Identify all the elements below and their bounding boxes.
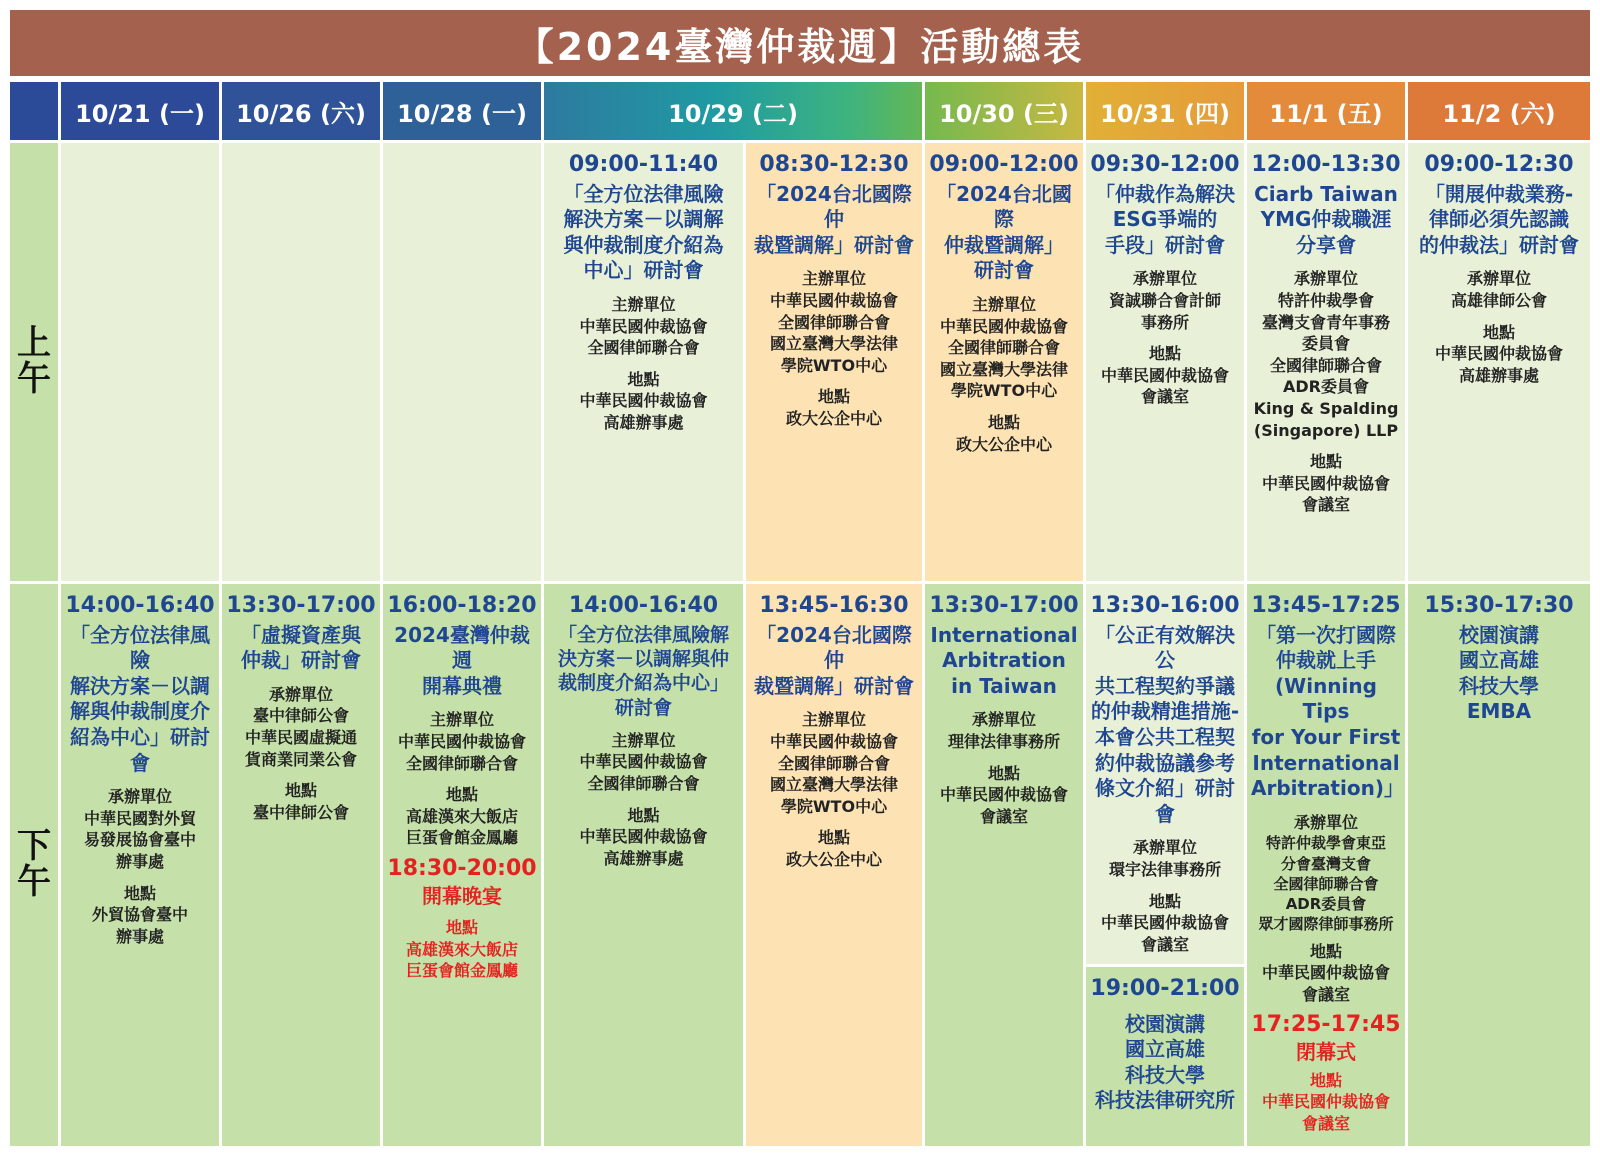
org-value: 環宇法律事務所 bbox=[1108, 859, 1221, 879]
loc-value-2: 中華民國仲裁協會 會議室 bbox=[1261, 1092, 1390, 1133]
event-time: 09:30-12:00 bbox=[1090, 152, 1240, 177]
org-value: 特許仲裁學會 臺灣支會青年事務 委員會 全國律師聯合會 ADR委員會 King & Spalding (Singapore) LLP bbox=[1253, 290, 1399, 440]
date-header-1029: 10/29 (二) bbox=[544, 82, 922, 140]
event-time: 13:30-17:00 bbox=[226, 593, 376, 618]
org-value: 中華民國仲裁協會 全國律師聯合會 國立臺灣大學法律 學院WTO中心 bbox=[939, 316, 1068, 401]
loc-value: 中華民國仲裁協會 會議室 bbox=[1261, 963, 1390, 1004]
event-name-2: 閉幕式 bbox=[1296, 1039, 1356, 1064]
event-time: 08:30-12:30 bbox=[759, 152, 909, 177]
pm-event-1031a bbox=[1086, 584, 1244, 964]
event-name: International Arbitration in Taiwan bbox=[930, 622, 1078, 698]
period-label-pm: 下 午 bbox=[10, 584, 58, 1146]
org-label: 承辦單位 bbox=[1132, 838, 1197, 858]
period-label-am: 上 午 bbox=[10, 143, 58, 581]
event-name: Ciarb Taiwan YMG仲裁職涯 分享會 bbox=[1254, 181, 1398, 257]
org-value: 資誠聯合會計師 事務所 bbox=[1108, 290, 1221, 332]
event-name: 「開展仲裁業務- 律師必須先認識 的仲裁法」研討會 bbox=[1419, 181, 1579, 257]
pm-event-1030 bbox=[925, 584, 1083, 1146]
loc-label: 地點 bbox=[1309, 452, 1342, 472]
am-event-1029a bbox=[544, 143, 743, 581]
org-label: 承辦單位 bbox=[268, 684, 333, 704]
loc-value: 中華民國仲裁協會 高雄辦事處 bbox=[579, 827, 708, 868]
org-label: 承辦單位 bbox=[107, 787, 172, 807]
org-value: 中華民國仲裁協會 全國律師聯合會 bbox=[397, 731, 526, 773]
loc-label-2: 地點 bbox=[445, 918, 478, 938]
org-label: 主辦單位 bbox=[971, 294, 1036, 314]
loc-value: 政大公企中心 bbox=[785, 849, 882, 869]
event-name: 「虛擬資產與 仲裁」研討會 bbox=[241, 622, 361, 673]
pm-event-1021 bbox=[61, 584, 219, 1146]
am-empty-1021 bbox=[61, 143, 219, 581]
org-value: 理律法律事務所 bbox=[947, 731, 1060, 751]
org-value: 中華民國仲裁協會 全國律師聯合會 國立臺灣大學法律 學院WTO中心 bbox=[769, 731, 898, 816]
date-header-1101: 11/1 (五) bbox=[1247, 82, 1405, 140]
event-name: 「第一次打國際 仲裁就上手 (Winning Tips for Your First International Arbitration)」 bbox=[1251, 622, 1404, 801]
event-time-2: 18:30-20:00 bbox=[387, 855, 537, 881]
event-name: 「仲裁作為解決 ESG爭端的 手段」研討會 bbox=[1095, 181, 1235, 257]
loc-value: 臺中律師公會 bbox=[252, 802, 349, 822]
loc-value-2: 高雄漢來大飯店 巨蛋會館金鳳廳 bbox=[405, 939, 518, 981]
event-time: 13:45-17:25 bbox=[1251, 593, 1401, 618]
event-time-2: 17:25-17:45 bbox=[1251, 1012, 1401, 1038]
loc-value: 中華民國仲裁協會 會議室 bbox=[1100, 913, 1229, 954]
event-time: 09:00-12:00 bbox=[929, 152, 1079, 177]
event-time: 13:30-17:00 bbox=[929, 593, 1079, 618]
event-name: 「公正有效解決公 共工程契約爭議 的仲裁精進措施- 本會公共工程契 約仲裁協議參考 條文介紹」研討會 bbox=[1090, 622, 1240, 826]
event-name: 2024臺灣仲裁週 開幕典禮 bbox=[394, 622, 530, 698]
pm-event-1026 bbox=[222, 584, 380, 1146]
am-empty-1026 bbox=[222, 143, 380, 581]
event-time: 14:00-16:40 bbox=[568, 593, 719, 618]
date-header-1030: 10/30 (三) bbox=[925, 82, 1083, 140]
event-name: 「2024台北國際仲 裁暨調解」研討會 bbox=[754, 622, 914, 698]
pm-event-1101 bbox=[1247, 584, 1405, 1146]
event-time: 09:00-12:30 bbox=[1424, 152, 1574, 177]
loc-value: 高雄漢來大飯店 巨蛋會館金鳳廳 bbox=[405, 806, 518, 848]
event-name: 「2024台北國際 仲裁暨調解」 研討會 bbox=[936, 181, 1072, 283]
date-header-1021: 10/21 (一) bbox=[61, 82, 219, 140]
org-label: 主辦單位 bbox=[611, 294, 676, 314]
am-empty-1028 bbox=[383, 143, 541, 581]
am-event-1031 bbox=[1086, 143, 1244, 581]
am-event-1101 bbox=[1247, 143, 1405, 581]
pm-event-1028 bbox=[383, 584, 541, 1146]
loc-value: 政大公企中心 bbox=[785, 408, 882, 428]
event-name: 「2024台北國際仲 裁暨調解」研討會 bbox=[754, 181, 914, 257]
event-name: 校園演講 國立高雄 科技大學 EMBA bbox=[1459, 622, 1539, 724]
loc-value: 中華民國仲裁協會 會議室 bbox=[939, 785, 1068, 826]
org-label: 承辦單位 bbox=[971, 710, 1036, 730]
event-name: 校園演講 國立高雄 科技大學 科技法律研究所 bbox=[1095, 1011, 1235, 1113]
header-corner bbox=[10, 82, 58, 140]
loc-value: 外貿協會臺中 辦事處 bbox=[91, 905, 188, 946]
loc-label: 地點 bbox=[627, 805, 660, 825]
loc-label: 地點 bbox=[123, 883, 156, 903]
date-header-1102: 11/2 (六) bbox=[1408, 82, 1590, 140]
org-value: 中華民國仲裁協會 全國律師聯合會 國立臺灣大學法律 學院WTO中心 bbox=[769, 290, 898, 375]
loc-value: 中華民國仲裁協會 會議室 bbox=[1261, 473, 1390, 515]
pm-event-1031b bbox=[1086, 967, 1244, 1146]
event-time: 15:30-17:30 bbox=[1424, 593, 1574, 618]
event-name: 「全方位法律風險 解決方案－以調 解與仲裁制度介 紹為中心」研討會 bbox=[70, 622, 210, 775]
loc-label: 地點 bbox=[1482, 322, 1515, 342]
loc-value: 中華民國仲裁協會 高雄辦事處 bbox=[579, 391, 708, 432]
loc-label: 地點 bbox=[445, 785, 478, 805]
loc-label: 地點 bbox=[1309, 941, 1342, 961]
event-name: 「全方位法律風險 解決方案－以調解 與仲裁制度介紹為 中心」研討會 bbox=[563, 181, 724, 283]
event-name: 「全方位法律風險解 決方案－以調解與仲 裁制度介紹為中心」 研討會 bbox=[557, 623, 729, 719]
org-value: 臺中律師公會 中華民國虛擬通 貨商業同業公會 bbox=[244, 706, 357, 769]
org-value: 中華民國對外貿 易發展協會臺中 辦事處 bbox=[83, 808, 196, 871]
org-label: 主辦單位 bbox=[801, 269, 866, 289]
loc-label: 地點 bbox=[627, 369, 660, 389]
loc-label: 地點 bbox=[817, 387, 850, 407]
pm-event-1102 bbox=[1408, 584, 1590, 1146]
org-label: 承辦單位 bbox=[1132, 269, 1197, 289]
loc-label: 地點 bbox=[987, 763, 1020, 783]
loc-label: 地點 bbox=[1148, 344, 1181, 364]
date-header-1028: 10/28 (一) bbox=[383, 82, 541, 140]
event-time: 12:00-13:30 bbox=[1251, 152, 1401, 177]
page-title: 【2024臺灣仲裁週】活動總表 bbox=[10, 10, 1590, 76]
event-time: 09:00-11:40 bbox=[568, 152, 719, 177]
event-time: 14:00-16:40 bbox=[65, 593, 215, 618]
event-time: 13:45-16:30 bbox=[759, 593, 909, 618]
event-time: 13:30-16:00 bbox=[1090, 593, 1240, 618]
loc-value: 政大公企中心 bbox=[955, 434, 1052, 454]
event-time: 19:00-21:00 bbox=[1090, 976, 1240, 1001]
org-label: 主辦單位 bbox=[801, 710, 866, 730]
event-name-2: 開幕晚宴 bbox=[422, 883, 502, 908]
loc-value: 中華民國仲裁協會 高雄辦事處 bbox=[1434, 344, 1563, 385]
pm-event-1029a bbox=[544, 584, 743, 1146]
loc-value: 中華民國仲裁協會 會議室 bbox=[1100, 365, 1229, 407]
am-event-1030 bbox=[925, 143, 1083, 581]
am-event-1102 bbox=[1408, 143, 1590, 581]
loc-label: 地點 bbox=[987, 412, 1020, 432]
loc-label: 地點 bbox=[284, 781, 317, 801]
loc-label-2: 地點 bbox=[1309, 1070, 1342, 1090]
loc-label: 地點 bbox=[817, 828, 850, 848]
event-time: 16:00-18:20 bbox=[387, 593, 537, 618]
org-label: 主辦單位 bbox=[429, 710, 494, 730]
org-label: 承辦單位 bbox=[1293, 269, 1358, 289]
org-value: 特許仲裁學會東亞 分會臺灣支會 全國律師聯合會 ADR委員會 眾才國際律師事務所 bbox=[1258, 834, 1394, 934]
date-header-1031: 10/31 (四) bbox=[1086, 82, 1244, 140]
org-label: 承辦單位 bbox=[1293, 812, 1358, 832]
org-value: 中華民國仲裁協會 全國律師聯合會 bbox=[579, 316, 708, 358]
org-label: 承辦單位 bbox=[1466, 269, 1531, 289]
date-header-1026: 10/26 (六) bbox=[222, 82, 380, 140]
loc-label: 地點 bbox=[1148, 891, 1181, 911]
pm-event-1029b bbox=[746, 584, 922, 1146]
am-event-1029b bbox=[746, 143, 922, 581]
org-value: 中華民國仲裁協會 全國律師聯合會 bbox=[579, 752, 708, 794]
org-label: 主辦單位 bbox=[611, 730, 676, 750]
org-value: 高雄律師公會 bbox=[1450, 290, 1547, 310]
